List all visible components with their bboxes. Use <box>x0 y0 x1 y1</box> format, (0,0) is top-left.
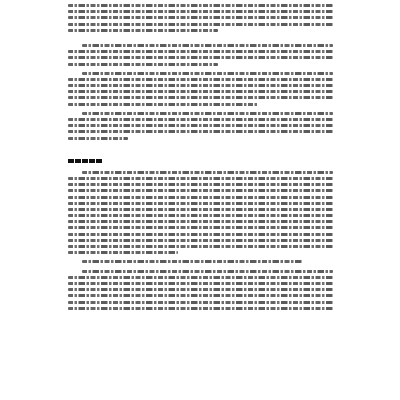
text-line <box>68 124 333 127</box>
text-line <box>68 4 333 7</box>
text-line <box>68 276 333 279</box>
text-line <box>68 301 333 304</box>
text-line <box>68 294 333 297</box>
text-line <box>82 260 302 263</box>
paragraph-2 <box>68 44 333 66</box>
text-line <box>68 233 333 236</box>
paragraph-6 <box>68 260 333 263</box>
section-heading-text <box>68 159 102 163</box>
text-line <box>68 10 333 13</box>
text-line <box>82 44 333 47</box>
text-line <box>68 251 178 254</box>
text-line <box>68 78 333 81</box>
paragraph-1 <box>68 4 333 32</box>
paragraph-5 <box>68 171 333 254</box>
paragraph-3 <box>68 72 333 106</box>
text-line <box>68 63 218 66</box>
text-line <box>68 239 333 242</box>
text-line <box>68 202 333 205</box>
text-line <box>68 29 218 32</box>
text-line <box>68 245 333 248</box>
text-line <box>68 103 258 106</box>
text-line <box>68 23 333 26</box>
text-line <box>68 189 333 192</box>
text-line <box>82 112 333 115</box>
text-line <box>68 96 333 99</box>
text-line <box>68 183 333 186</box>
paragraph-7 <box>68 270 333 310</box>
text-line <box>68 137 128 140</box>
text-line <box>68 16 333 19</box>
text-line <box>82 72 333 75</box>
text-line <box>82 171 333 174</box>
text-line <box>68 50 333 53</box>
text-line <box>68 130 333 133</box>
text-line <box>68 214 333 217</box>
text-line <box>68 307 333 310</box>
text-line <box>68 84 333 87</box>
section-heading <box>68 159 333 166</box>
text-line <box>68 56 333 59</box>
text-column <box>68 4 333 313</box>
text-line <box>68 196 333 199</box>
text-line <box>68 118 333 121</box>
text-line <box>68 220 333 223</box>
text-line <box>82 270 333 273</box>
text-line <box>68 177 333 180</box>
text-line <box>68 90 333 93</box>
paragraph-4 <box>68 112 333 140</box>
text-line <box>68 226 333 229</box>
text-line <box>68 282 333 285</box>
text-line <box>68 288 333 291</box>
text-line <box>68 208 333 211</box>
